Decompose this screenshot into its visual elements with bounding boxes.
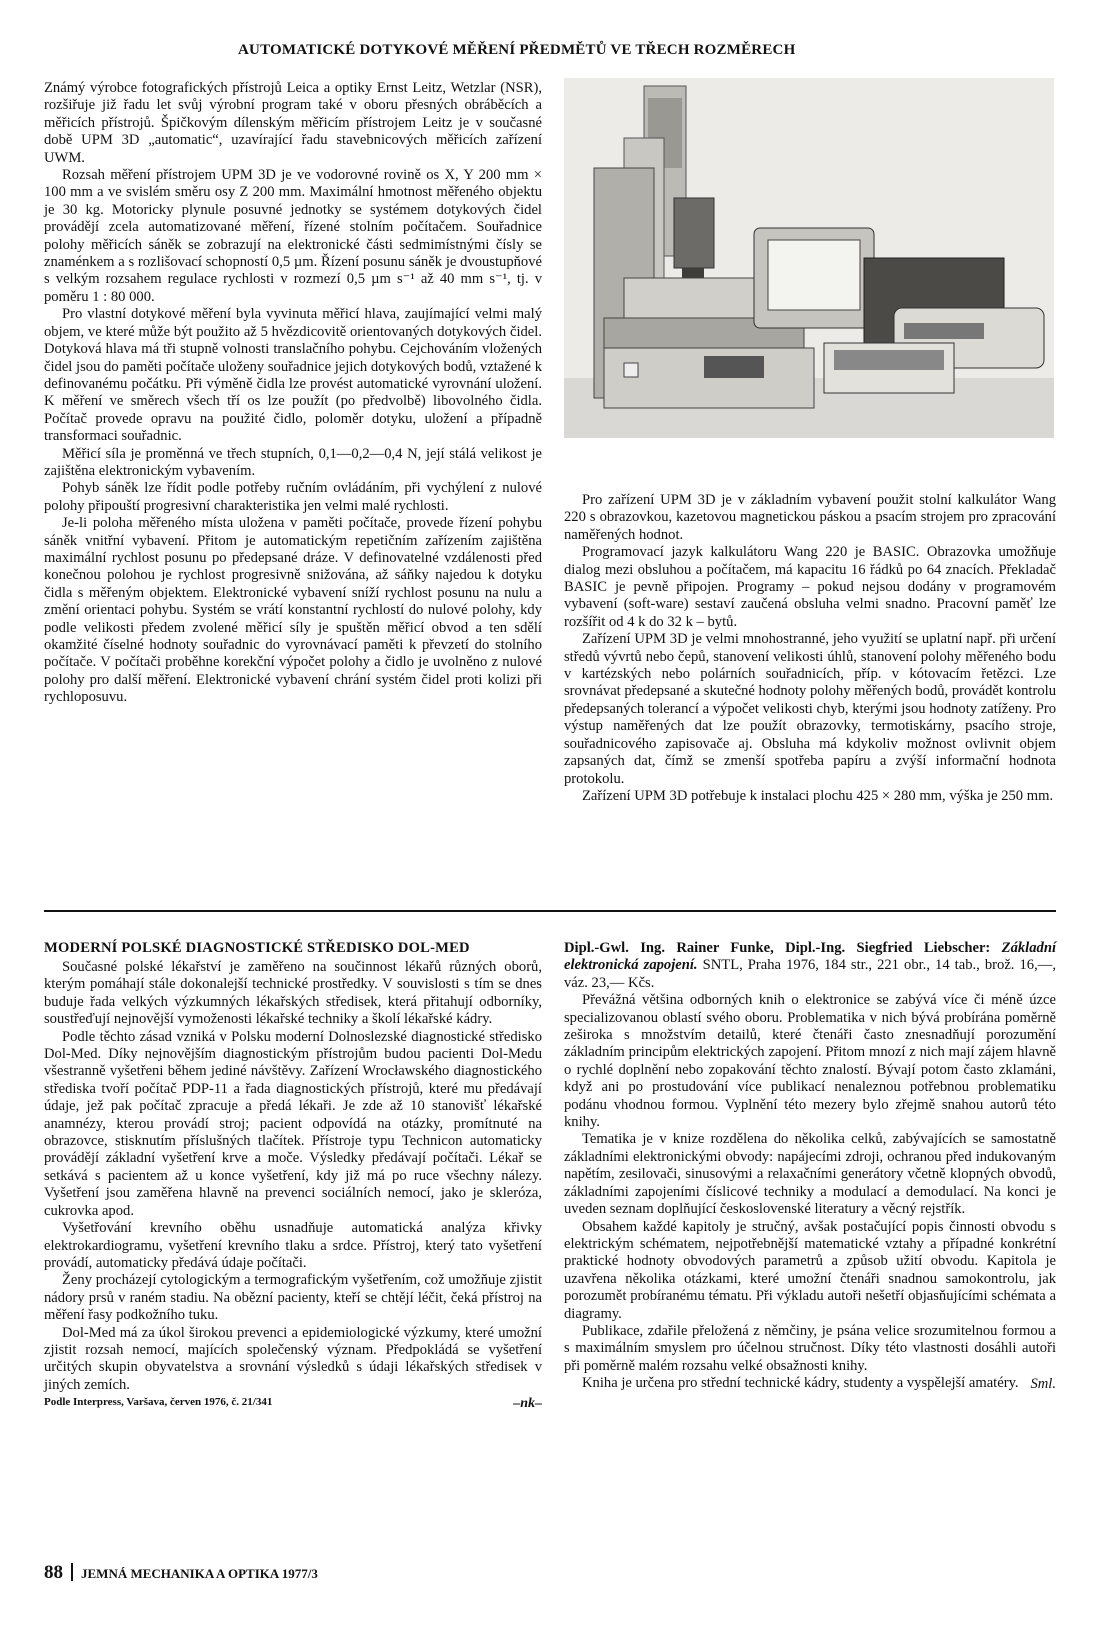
review-book-title: Základní elektronická zapojení.	[564, 940, 1056, 974]
footer-separator	[71, 1563, 73, 1581]
paragraph: Vyšetřování krevního oběhu usnadňuje automatická analýza křivky elektrokardiogramu, vyšetření krevního tlaku a srdce. Přístroj, který tato vyšetření provádí, automaticky předává údaje počítači.	[44, 1220, 542, 1271]
source-line	[44, 1396, 542, 1412]
article-title: MODERNÍ POLSKÉ DIAGNOSTICKÉ STŘEDISKO DOL-MED	[44, 940, 470, 956]
review-heading	[564, 940, 1056, 992]
signature: Sml.	[1030, 1375, 1056, 1392]
signature: –nk–	[513, 1396, 542, 1412]
article-dolmed	[44, 940, 542, 1412]
paragraph: Převážná většina odborných knih o elektronice se zabývá více či méně úzce specializovanou oblastí svého oboru. Problematika v nich bývá probírána poměrně zeširoka s množstvím detailů, které čtenáři často znesnadňují porozumění základním principům elektrických zapojení. Přitom mnozí z nich mají zájem hlavně o rychlé doplnění nebo zopakování těchto znalostí. Bývají potom často zklamáni, když ani po prostudování více publikací nenaleznou potřebnou problematiku podánu vhodnou formou. Vyplnění této mezery bylo zřejmě snahou autorů této knihy.	[564, 992, 1056, 1131]
page-footer	[44, 1562, 318, 1584]
paragraph: Ženy procházejí cytologickým a termografickým vyšetřením, což umožňuje zjistit nádory prsů v raném stadiu. Na obězní pacienty, kteří se chtějí léčit, čeká přístroj na měření řasy podkožního tuku.	[44, 1272, 542, 1324]
paragraph: Rozsah měření přístrojem UPM 3D je ve vodorovné rovině os X, Y 200 mm × 100 mm a ve svislém směru osy Z 200 mm. Maximální hmotnost měřeného objektu je 30 kg. Motoricky plynule posuvné jednotky se systémem dotykových čidel provádějí zcela automatizované měření, řízené stolním počítačem. Souřadnice polohy měřicích sáněk se zobrazují na elektronické části sedmimístnými čísly se znaménkem a s rozlišovací schopností 0,5 µm. Řízení posunu sáněk je dvoustupňové s velkým rozsahem regulace rychlosti v rozmezí 0,5 µm s⁻¹ až 40 mm s⁻¹, tj. v poměru 1 : 80 000.	[44, 167, 542, 305]
paragraph: Pro zařízení UPM 3D je v základním vybavení použit stolní kalkulátor Wang 220 s obrazovkou, kazetovou magnetickou páskou a psacím strojem pro zpracování naměřených hodnot.	[564, 492, 1056, 543]
paragraph: Obsahem každé kapitoly je stručný, avšak postačující popis činnosti obvodu s elektrickým schématem, nejpotřebnější matematické vztahy a případné konkrétní praktické hodnoty obvodových parametrů a způsob užití obvodu. Kapitola je uzavřena několika otázkami, které umožní čtenáři snadnou samokontrolu, jak porozumět probíranému tématu. Při výkladu autoři nešetří objasňujícími schémata a diagramy.	[564, 1218, 1056, 1322]
paragraph: Zařízení UPM 3D je velmi mnohostranné, jeho využití se uplatní např. při určení středů vývrtů nebo čepů, stanovení velikosti úhlů, stanovení polohy měřeného bodu v kartézských nebo polárních souřadnicích, příp. v kótovacím řetězci. Lze srovnávat předepsané a skutečné hodnoty polohy měřených bodů, provádět kontrolu předepsaných tolerancí a výpočet velikosti chyb, kterými jsou hodnoty zatíženy. Pro výstup naměřených dat lze použít obrazovky, termotiskárny, psacího stroje, souřadnicového zapisovače aj. Obsluha má kdykoliv možnost ovlivnit objem zapsaných dat, čímž se zmenší spotřeba papíru a zvýší informační hodnota protokolu.	[564, 631, 1056, 787]
section-divider	[44, 910, 1056, 912]
review-publication-info: SNTL, Praha 1976, 184 str., 221 obr., 14 tab., brož. 16,—, váz. 23,— Kčs.	[564, 957, 1056, 991]
review-authors: Dipl.-Gwl. Ing. Rainer Funke, Dipl.-Ing. Siegfried Liebscher:	[564, 940, 991, 956]
book-review	[564, 940, 1056, 1393]
article-title: AUTOMATICKÉ DOTYKOVÉ MĚŘENÍ PŘEDMĚTŮ VE TŘECH ROZMĚRECH	[238, 42, 796, 58]
paragraph: Je-li poloha měřeného místa uložena v paměti počítače, provede řízení pohybu sáněk vnitřní vybavení. Přitom je automatickým repetičním zařízením zajištěna maximální rychlost posunu po předepsané dráze. V definovatelné vzdálenosti před konečnou polohou je rychlost progresivně snižována, až sáňky najedou k dotyku čidla s měřeným objektem. Elektronické vybavení sníží rychlost posunu na nulu a změní orientaci pohybu. Systém se vrátí konstantní rychlostí do nulové polohy, kdy podle velikosti předem zvolené měřicí síly je spuštěn měřicí obvod a ten sdělí okamžité číselné hodnoty souřadnic do vyrovnávací paměti k převzetí do stolního počítače. V počítači proběhne korekční výpočet polohy a čidlo je uvolněno z nulové polohy pro další měření. Elektronické vybavení chrání systém čidel proti kolizi při rychloposuvu.	[44, 515, 542, 706]
paragraph: Programovací jazyk kalkulátoru Wang 220 je BASIC. Obrazovka umožňuje dialog mezi obsluhou a počítačem, má kapacitu 16 řádků po 64 znacích. Překladač BASIC je pevně připojen. Programy – pokud nejsou dodány v programovém vybavení (soft-ware) sestaví zaučená obsluha velmi snadno. Pracovní paměť lze rozšířit od 4 k do 32 k – bytů.	[564, 544, 1056, 630]
paragraph: Známý výrobce fotografických přístrojů Leica a optiky Ernst Leitz, Wetzlar (NSR), rozšiřuje již řadu let svůj výrobní program také v oboru přesných obráběcích a měřicích přístrojů. Špičkovým dílenským měřicím přístrojem Leitz je v současné době UPM 3D „automatic“, uzavírající řadu stavebnicových měřicích zařízení UWM.	[44, 80, 542, 166]
paragraph: Publikace, zdařile přeložená z němčiny, je psána velice srozumitelnou formou a s maximálním smyslem pro účelnou stručnost. Díky této vlastnosti dosáhli autoři při poměrně malém rozsahu velké obsažnosti knihy.	[564, 1322, 1056, 1374]
paragraph: Zařízení UPM 3D potřebuje k instalaci plochu 425 × 280 mm, výška je 250 mm.	[582, 787, 1054, 804]
source-citation: Podle Interpress, Varšava, červen 1976, č. 21/341	[44, 1396, 273, 1409]
article-right-column	[564, 492, 1056, 805]
page-number: 88	[44, 1562, 63, 1583]
paragraph: Dol-Med má za úkol širokou prevenci a epidemiologické výzkumy, které umožní zjistit rozsah nemocí, majících společenský význam. Předpokládá se vyšetření určitých skupin obyvatelstva a srovnání výsledků s údaji lékařských středisek v jiných zemích.	[44, 1324, 542, 1393]
paragraph: Současné polské lékařství je zaměřeno na součinnost lékařů různých oborů, kterým pomáhají stále dokonalejší technické prostředky. V souvislosti s tím se dnes buduje řada velkých výzkumných lékařských středisek, která přitahují odborníky, soustřeďují nejnovější vymoženosti lékařské techniky a školí lékařské kádry.	[44, 959, 542, 1028]
paragraph: Podle těchto zásad vzniká v Polsku moderní Dolnoslezské diagnostické středisko Dol-Med. Díky nejnovějším diagnostickým přístrojům budou pacienti Dol-Medu všestranně vyšetřeni během jediné návštěvy. Zařízení Wrocławského diagnostického střediska tvoří počítač PDP-11 a řada diagnostických přístrojů, které mu předávají údaje, jež pak počítač zpracuje a předá lékaři. Je zde až 10 stanovišť lékařské anamnézy, kterou provádí stroj; pacient odpovídá na otázky, promítnuté na obrazovce, stisknutím příslušných tlačítek. Přístroje typu Technicon automaticky provádějí základní vyšetření krve a moče. Výsledky předávají počítači. Lékař se setkává s pacientem až u konce vyšetření, kdy již má po ruce všechny nálezy. Vyšetření jsou zaměřena hlavně na prevenci sociálních nemocí, jako je skleróza, cukrovka apod.	[44, 1028, 542, 1219]
equipment-illustration	[564, 78, 1054, 438]
journal-name: JEMNÁ MECHANIKA A OPTIKA 1977/3	[81, 1566, 318, 1581]
paragraph: Pro vlastní dotykové měření byla vyvinuta měřicí hlava, zaujímající velmi malý objem, ve které může být použito až 5 hvězdicovitě orientovaných dotykových čidel. Dotyková hlava má tři stupně volnosti translačního pohybu. Cejchováním vložených čidel jsou do paměti počítače uloženy souřadnice jejich dotykových bodů, vztažené k definovanému počátku. Při výměně čidla lze provést automatické vyrovnání uložení. K měření ve směrech všech tří os lze použít (po předvolbě) libovolného čidla. Počítač provede opravu na použité čidlo, poloměr dotyku, uložení a případně transformaci souřadnic.	[44, 306, 542, 445]
article-left-column	[44, 80, 542, 707]
paragraph: Měřicí síla je proměnná ve třech stupních, 0,1—0,2—0,4 N, její stálá velikost je zajištěna elektronickým vybavením.	[44, 445, 542, 479]
paragraph: Tematika je v knize rozdělena do několika celků, zabývajících se samostatně základními elektronickými obvody: napájecími zdroji, ochranou před indukovaným napětím, zesilovači, sinusovými a relaxačními generátory včetně klopných obvodů, základními zapojeními číslicové techniky a modulací a demodulací. Na konci je uveden seznam doplňující československé literatury a věcný rejstřík.	[564, 1131, 1056, 1218]
equipment-photo	[564, 78, 1054, 438]
paragraph: Pohyb sáněk lze řídit podle potřeby ručním ovládáním, při vychýlení z nulové polohy připouští progresivní charakteristika jen velmi malé rychlosti.	[44, 480, 542, 514]
paragraph: Kniha je určena pro střední technické kádry, studenty a vyspělejší amatéry.	[582, 1375, 1019, 1392]
